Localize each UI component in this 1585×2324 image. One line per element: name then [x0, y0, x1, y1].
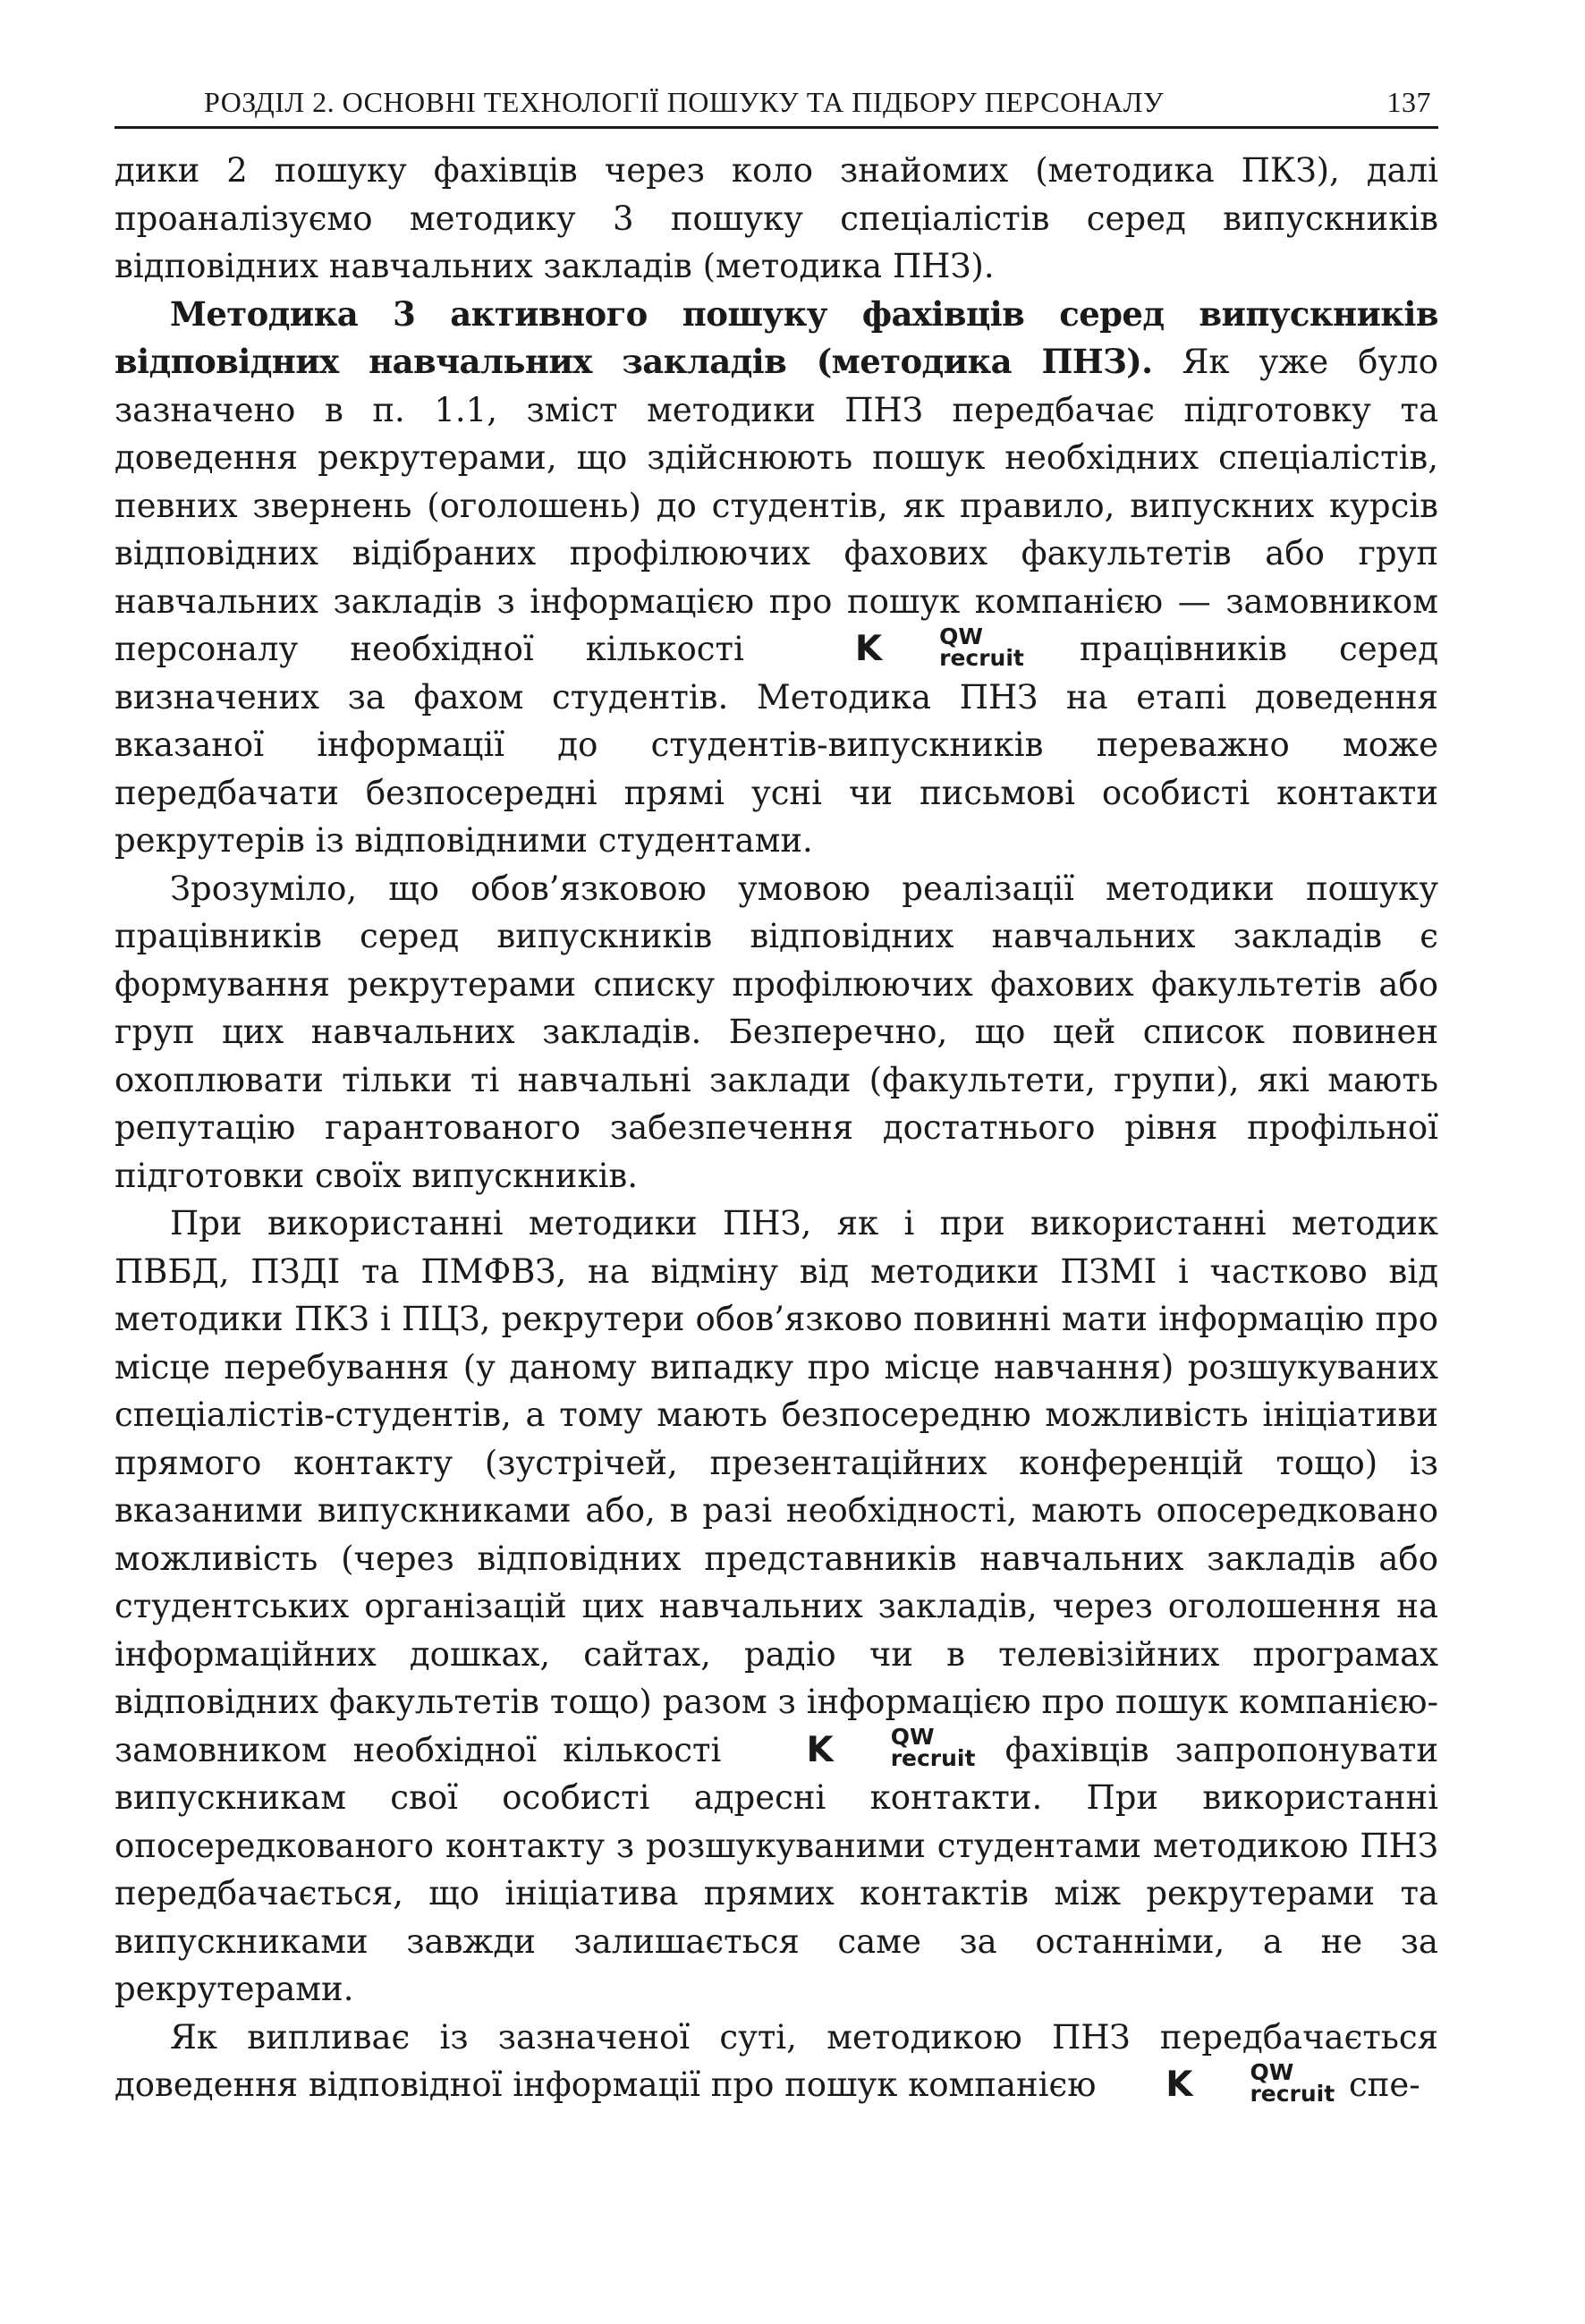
paragraph-2-text-a: Як уже було зазначено в п. 1.1, зміст методики ПНЗ передбачає підготовку та доведення рекрутерами, що здійснюють пошук необхідних спеціалістів, певних звернень (оголошень) до студентів, як правило, випускних курсів відповідних відібраних профілюючих фахових факультетів або груп навчальних закладів з інформацією про пошук компанією — замовником персоналу необхідної кількості	[114, 343, 1438, 668]
running-title: РОЗДІЛ 2. ОСНОВНІ ТЕХНОЛОГІЇ ПОШУКУ ТА ПІДБОРУ ПЕРСОНАЛУ	[204, 86, 1165, 118]
k-recruit-formula	[800, 625, 1024, 674]
formula-subscript: recruit	[1250, 2080, 1335, 2107]
paragraph-1	[114, 147, 1438, 291]
page-header	[114, 86, 1438, 129]
formula-superscript: QW	[1250, 2058, 1294, 2085]
paragraph-2-text-b: працівників серед визначених за фахом студентів. Методика ПНЗ на етапі доведення вказаної інформації до студентів-випускників переважно може передбачати безпосередні прямі усні чи письмові особисті контакти рекрутерів із відповідними студентами.	[114, 630, 1439, 860]
k-recruit-formula	[750, 1726, 975, 1775]
book-page	[114, 86, 1438, 2109]
formula-subscript: recruit	[890, 1745, 976, 1771]
paragraph-1-text: дики 2 пошуку фахівців через коло знайомих (методика ПКЗ), далі проаналізуємо методику 3 пошуку спеціалістів серед випускників відповідних навчальних закладів (методика ПНЗ).	[114, 151, 1438, 285]
body-text	[114, 147, 1438, 2109]
page-number: 137	[1386, 86, 1431, 118]
paragraph-2	[114, 291, 1438, 865]
paragraph-5-text-a: Як випливає із зазначеної суті, методикою ПНЗ передбачається доведення відповідної інформації про пошук компанією	[114, 2017, 1438, 2104]
paragraph-4-text-a: При використанні методики ПНЗ, як і при використанні методик ПВБД, ПЗДІ та ПМФВЗ, на відміну від методики ПЗМІ і частково від методики ПКЗ і ПЦЗ, рекрутери обов’язково повинні мати інформацію про місце перебування (у даному випадку про місце навчання) розшукуваних спеціалістів-студентів, а тому мають безпосередню можливість ініціативи прямого контакту (зустрічей, презентаційних конференцій тощо) із вказаними випускниками або, в разі необхідності, мають опосередковано можливість (через відповідних представників навчальних закладів або студентських організацій цих навчальних закладів, через оголошення на інформаційних дошках, сайтах, радіо чи в телевізійних програмах відповідних факультетів тощо) разом з інформацією про пошук компанією-замовником необхідної кількості	[114, 1204, 1438, 1769]
formula-base: K	[1165, 2065, 1193, 2105]
paragraph-4-text-b: фахівців запропонувати випускникам свої особисті адресні контакти. При використанні опосередкованого контакту з розшукуваними студентами методикою ПНЗ передбачається, що ініціатива прямих контактів між рекрутерами та випускниками завжди залишається саме за останніми, а не за рекрутерами.	[114, 1730, 1438, 2008]
k-recruit-formula	[1110, 2058, 1335, 2109]
formula-base: K	[806, 1729, 834, 1770]
paragraph-4	[114, 1200, 1438, 2014]
paragraph-5-text-b: спе-	[1348, 2065, 1420, 2104]
formula-superscript: QW	[939, 623, 983, 649]
paragraph-5	[114, 2014, 1438, 2109]
method-heading: Методика 3 активного пошуку фахівців серед випускників відповідних навчальних закладів (методика ПНЗ).	[114, 293, 1438, 381]
paragraph-3-text: Зрозуміло, що обов’язковою умовою реалізації методики пошуку працівників серед випускників відповідних навчальних закладів є формування рекрутерами списку профілюючих фахових факультетів або груп цих навчальних закладів. Безперечно, що цей список повинен охоплювати тільки ті навчальні заклади (факультети, групи), які мають репутацію гарантованого забезпечення достатнього рівня профільної підготовки своїх випускників.	[114, 869, 1438, 1195]
paragraph-3	[114, 865, 1438, 1200]
formula-base: K	[854, 629, 883, 669]
formula-superscript: QW	[890, 1724, 935, 1750]
formula-subscript: recruit	[939, 644, 1024, 671]
